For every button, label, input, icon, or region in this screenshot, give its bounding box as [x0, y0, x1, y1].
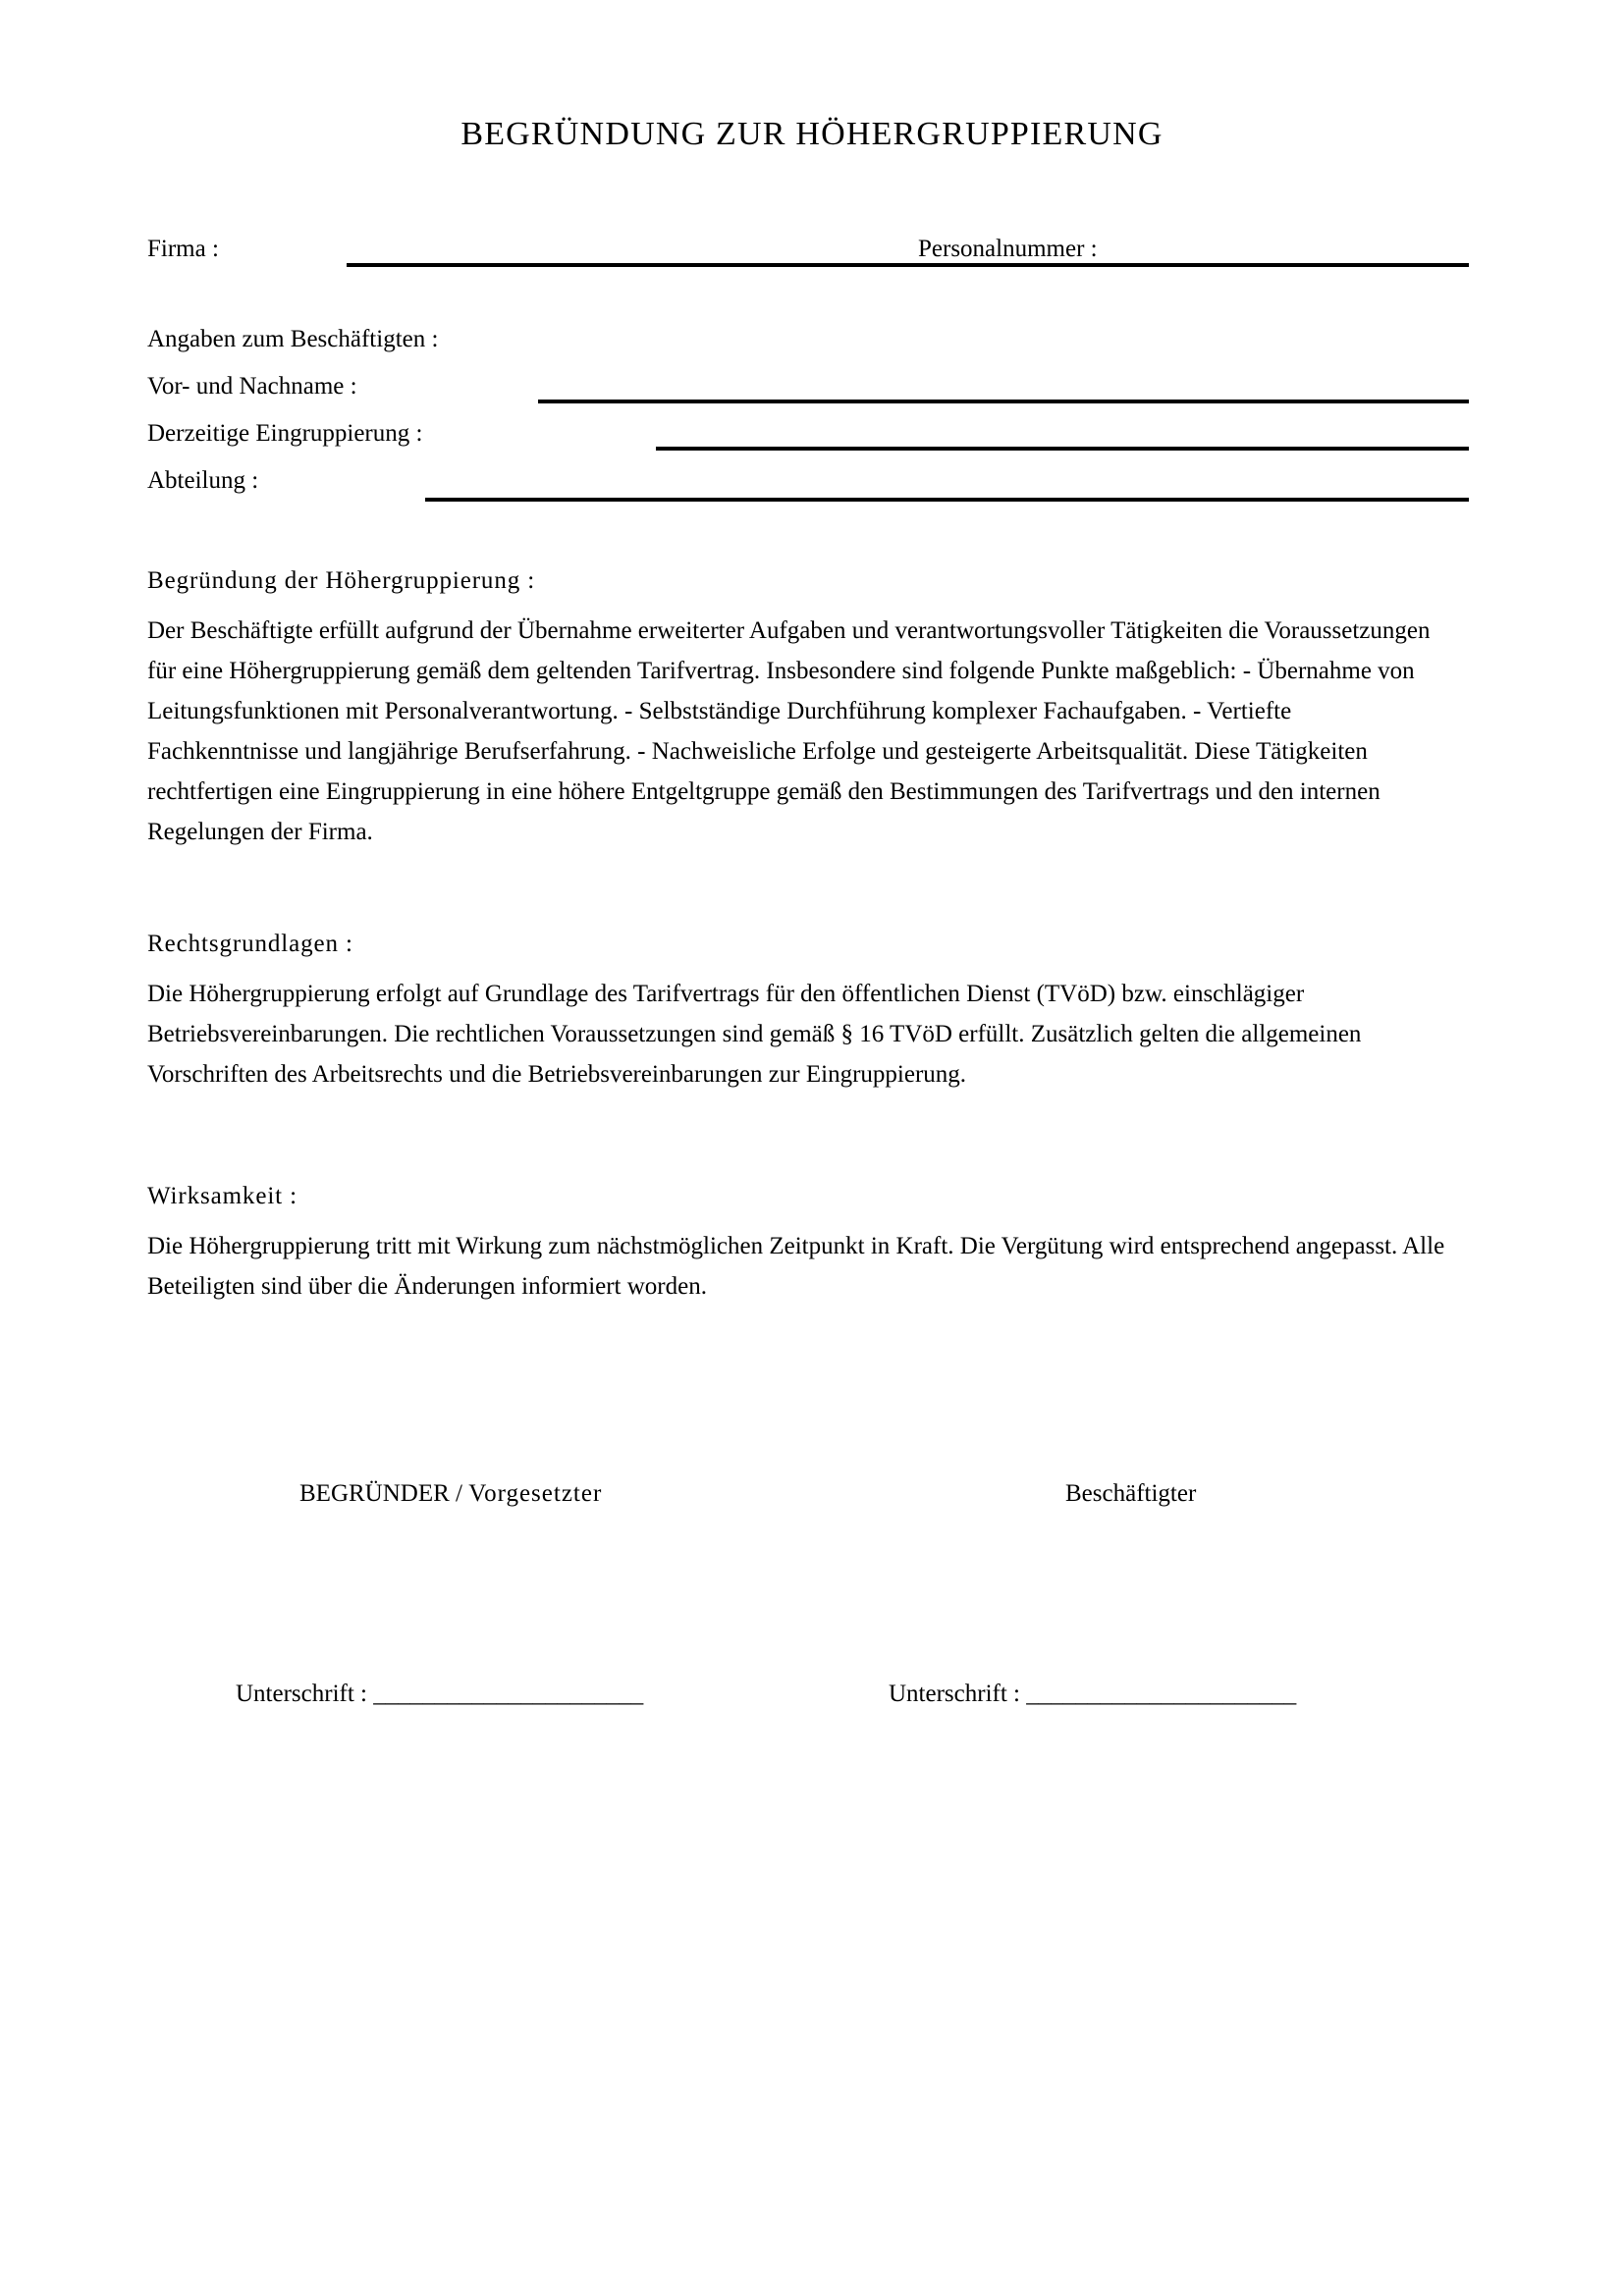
vor-und-nachname-input-rule[interactable]: [538, 400, 1469, 403]
reason-section-paragraph: Der Beschäftigte erfüllt aufgrund der Übernahme erweiterter Aufgaben und verantwortungsvoller Tätigkeiten die Voraussetzungen für eine Höhergruppierung gemäß dem geltenden Tarifvertrag. Insbesondere sind folgende Punkte maßgeblich: - Übernahme von Leitungsfunktionen mit Personalverantwortung. - Selbstständige Durchführung komplexer Fachaufgaben. - Vertiefte Fachkenntnisse und langjährige Berufserfahrung. - Nachweisliche Erfolge und gesteigerte Arbeitsqualität. Diese Tätigkeiten rechtfertigen eine Eingruppierung in eine höhere Entgeltgruppe gemäß den Bestimmungen des Tarifvertrags und den internen Regelungen der Firma.: [147, 617, 1431, 845]
signature-role-employee: Beschäftigter: [1065, 1480, 1197, 1507]
legal-section-body: [147, 974, 1463, 1095]
vor-und-nachname-label: Vor- und Nachname :: [147, 373, 357, 400]
firma-label: Firma :: [147, 236, 219, 262]
page-title: BEGRÜNDUNG ZUR HÖHERGRUPPIERUNG: [460, 116, 1164, 152]
derzeitige-eingruppierung-input-rule[interactable]: [656, 447, 1469, 451]
signature-role-supervisor-title: BEGRÜNDER: [299, 1480, 450, 1507]
legal-section-paragraph: Die Höhergruppierung erfolgt auf Grundlage des Tarifvertrags für den öffentlichen Dienst (TVöD) bzw. einschlägiger Betriebsvereinbarungen. Die rechtlichen Voraussetzungen sind gemäß § 16 TVöD erfüllt. Zusätzlich gelten die allgemeinen Vorschriften des Arbeitsrechts und die Betriebsvereinbarungen zur Eingruppierung.: [147, 981, 1362, 1088]
effect-section-paragraph: Die Höhergruppierung tritt mit Wirkung zum nächstmöglichen Zeitpunkt in Kraft. Die Vergütung wird entsprechend angepasst. Alle Beteiligten sind über die Änderungen informiert worden.: [147, 1233, 1445, 1300]
signature-role-supervisor-subtitle: Vorgesetzter: [468, 1480, 603, 1507]
legal-section-heading: Rechtsgrundlagen :: [147, 931, 353, 957]
firma-personalnummer-input-rule[interactable]: [347, 263, 1469, 267]
effect-section-body: [147, 1226, 1453, 1307]
personalnummer-label: Personalnummer :: [918, 236, 1098, 262]
signature-role-supervisor: [299, 1480, 602, 1508]
abteilung-input-rule[interactable]: [425, 498, 1469, 502]
signature-field-employee[interactable]: Unterschrift : ______________________: [889, 1681, 1297, 1707]
signature-field-supervisor[interactable]: Unterschrift : ______________________: [236, 1681, 644, 1707]
employee-section-heading: Angaben zum Beschäftigten :: [147, 326, 439, 352]
reason-section-heading: Begründung der Höhergruppierung :: [147, 567, 536, 594]
signature-role-separator: /: [449, 1480, 469, 1507]
abteilung-label: Abteilung :: [147, 467, 259, 494]
derzeitige-eingruppierung-label: Derzeitige Eingruppierung :: [147, 420, 423, 447]
reason-section-body: [147, 611, 1441, 852]
effect-section-heading: Wirksamkeit :: [147, 1183, 298, 1209]
